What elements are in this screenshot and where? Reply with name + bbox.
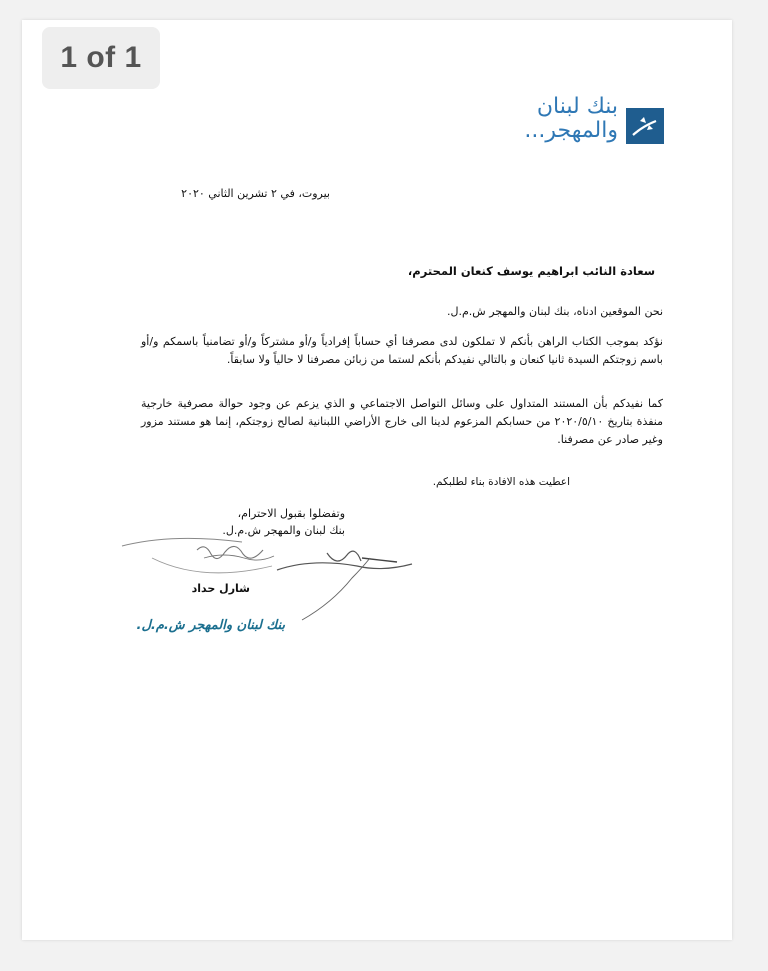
- logo-line-2: والمهجر...: [524, 118, 618, 143]
- bank-logo-text: [524, 95, 618, 143]
- logo-line-1: بنك لبنان: [536, 94, 618, 119]
- regards-bank-line: بنك لبنان والمهجر ش.م.ل.: [222, 524, 345, 537]
- bank-stamp: بنك لبنان والمهجر ش.م.ل.: [136, 618, 285, 633]
- signer-name: شارل حداد: [191, 582, 250, 595]
- document-page: [22, 20, 732, 940]
- letter-date: بيروت، في ٢ تشرين الثاني ٢٠٢٠: [181, 187, 330, 200]
- bank-logo-icon: [626, 108, 664, 144]
- page-indicator: 1 of 1: [42, 27, 160, 89]
- letter-intro: نحن الموقعين ادناه، بنك لبنان والمهجر ش.م.ل.: [446, 305, 663, 318]
- letter-paragraph-2: كما نفيدكم بأن المستند المتداول على وسائل التواصل الاجتماعي و الذي يزعم عن وجود حوالة مصرفية خارجية منفذة بتاريخ ٢٠٢٠/٥/١٠ من حسابكم المزعوم لدينا الى خارج الأراضي اللبنانية لصالح زوجتكم، إنما هو مستند مزور وغير صادر عن مصرفنا.: [141, 397, 663, 446]
- regards-line: وتفضلوا بقبول الاحترام،: [237, 507, 345, 520]
- letter-paragraph-1: نؤكد بموجب الكتاب الراهن بأنكم لا تملكون لدى مصرفنا أي حساباً إفرادياً و/أو مشتركاً و/أو تضامنياً باسمكم و/أو باسم زوجتكم السيدة ثانيا كنعان و بالتالي نفيدكم بأنكم لستما من زبائن مصرفنا لا حالياً ولا سابقاً.: [141, 335, 663, 366]
- letter-closing-line: اعطيت هذه الافادة بناء لطلبكم.: [432, 476, 570, 488]
- letter-addressee: سعادة النائب ابراهيم يوسف كنعان المحترم،: [407, 264, 655, 278]
